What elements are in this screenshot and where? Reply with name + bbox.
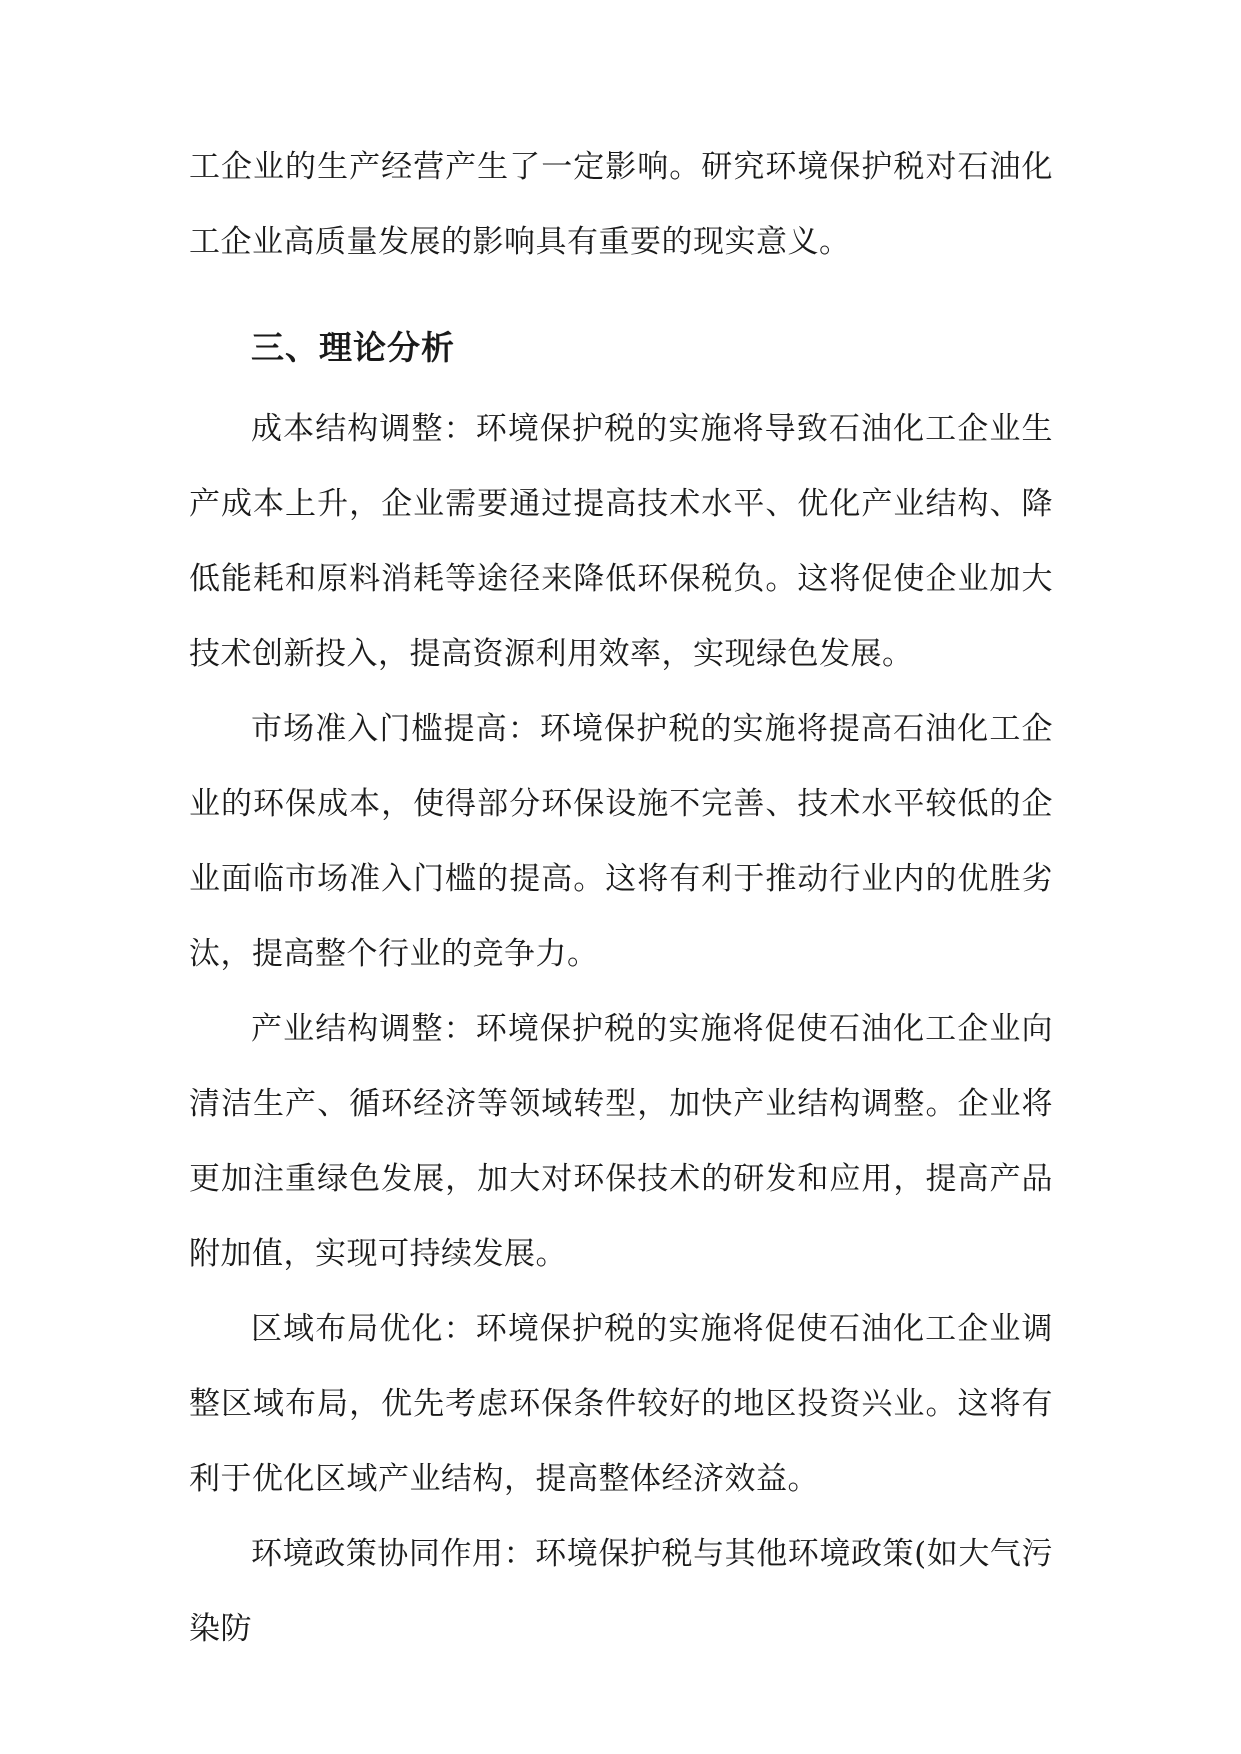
paragraph-regional-layout: 区域布局优化：环境保护税的实施将促使石油化工企业调整区域布局，优先考虑环保条件较好的地区投资兴业。这将有利于优化区域产业结构，提高整体经济效益。 — [189, 1311, 1053, 1497]
document-page — [189, 130, 1053, 1667]
paragraph-market-entry: 市场准入门槛提高：环境保护税的实施将提高石油化工企业的环保成本，使得部分环保设施不完善、技术水平较低的企业面临市场准入门槛的提高。这将有利于推动行业内的优胜劣汰，提高整个行业的竞争力。 — [189, 711, 1053, 972]
intro-paragraph: 工企业的生产经营产生了一定影响。研究环境保护税对石油化工企业高质量发展的影响具有重要的现实意义。 — [189, 149, 1053, 260]
paragraph-cost-structure: 成本结构调整：环境保护税的实施将导致石油化工企业生产成本上升，企业需要通过提高技术水平、优化产业结构、降低能耗和原料消耗等途径来降低环保税负。这将促使企业加大技术创新投入，提高资源利用效率，实现绿色发展。 — [189, 411, 1053, 672]
section-heading: 三、理论分析 — [251, 328, 455, 367]
paragraph-policy-synergy: 环境政策协同作用：环境保护税与其他环境政策(如大气污染防 — [189, 1536, 1053, 1647]
paragraph-industrial-structure: 产业结构调整：环境保护税的实施将促使石油化工企业向清洁生产、循环经济等领域转型，加快产业结构调整。企业将更加注重绿色发展，加大对环保技术的研发和应用，提高产品附加值，实现可持续发展。 — [189, 1011, 1053, 1272]
